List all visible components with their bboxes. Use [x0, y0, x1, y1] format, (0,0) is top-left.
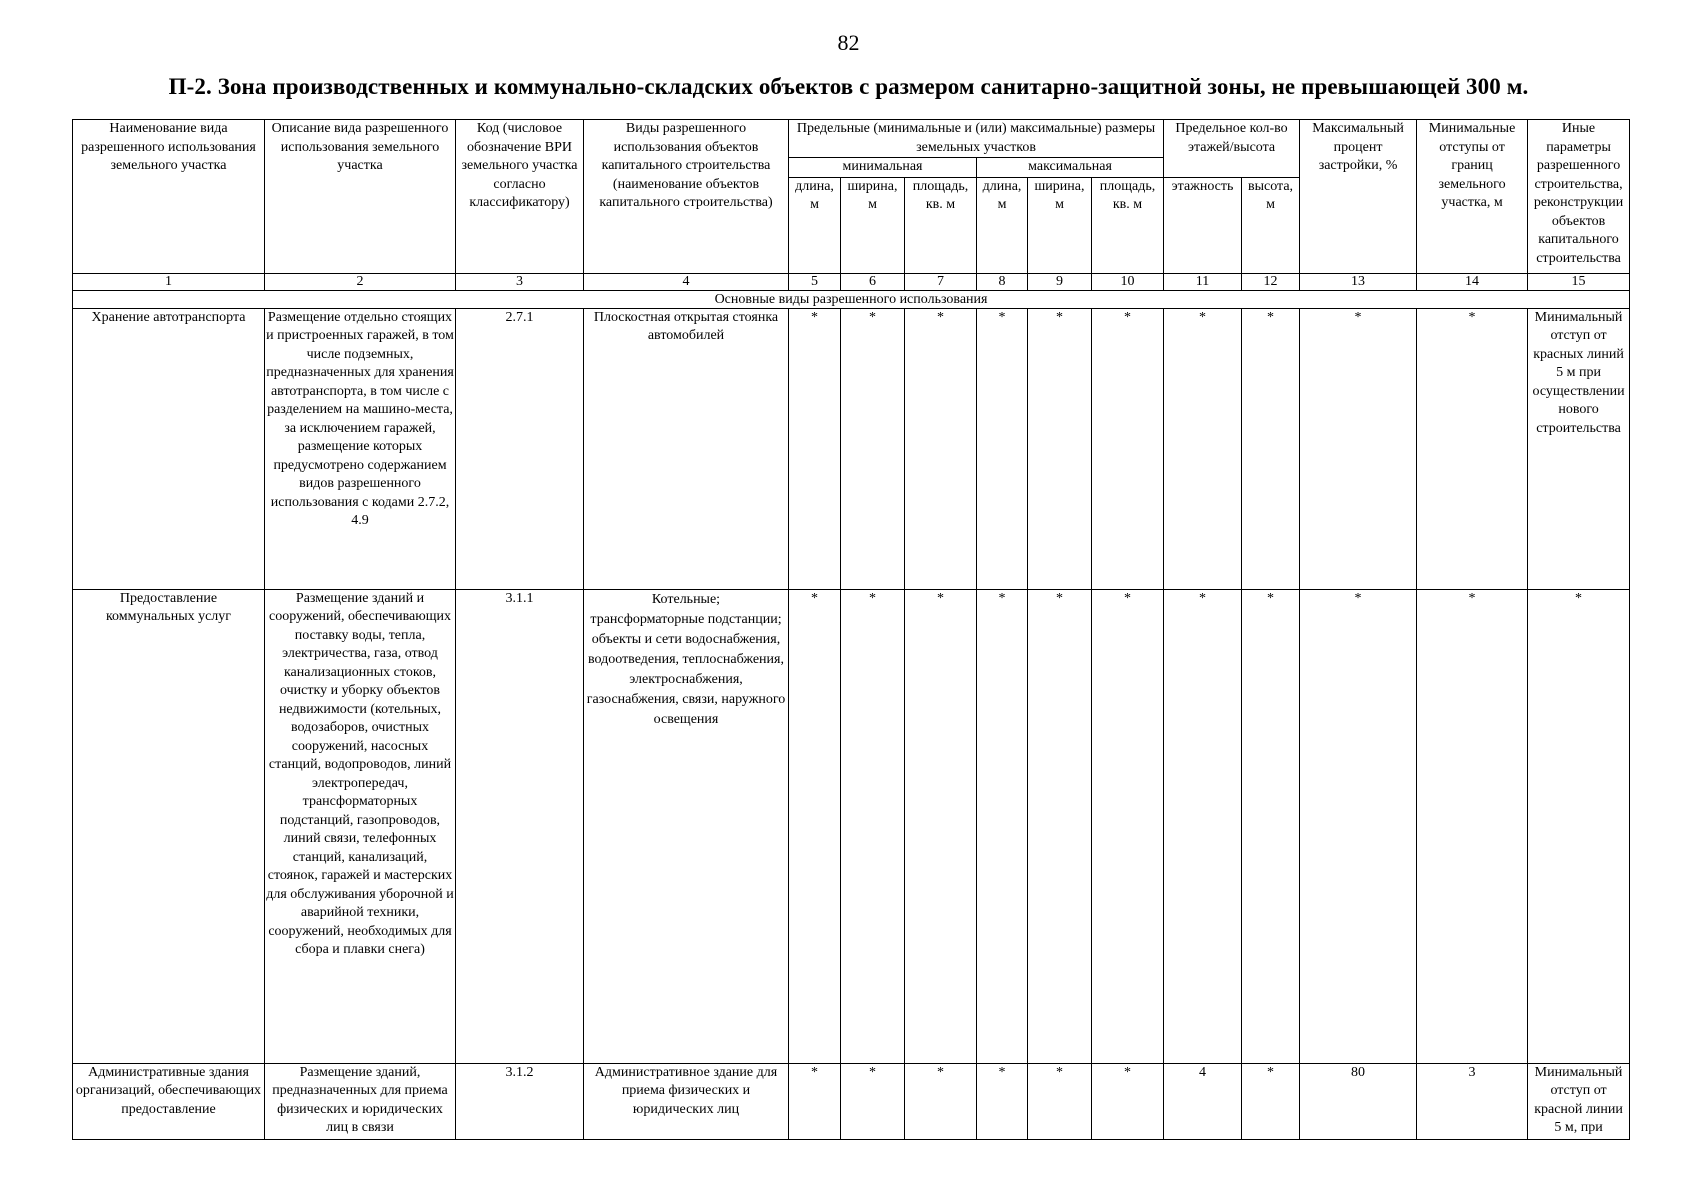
setback-value: *: [1417, 589, 1528, 1063]
max-width-value: *: [1028, 1063, 1092, 1139]
column-number: 9: [1028, 273, 1092, 290]
column-number: 2: [265, 273, 456, 290]
header-min-length: длина, м: [789, 177, 841, 273]
column-number: 15: [1528, 273, 1630, 290]
height-value: *: [1242, 1063, 1300, 1139]
header-max-length: длина, м: [977, 177, 1028, 273]
header-vri-code: Код (числовое обозначение ВРИ земельного участка согласно классификатору): [456, 120, 584, 274]
header-max-area: площадь, кв. м: [1092, 177, 1164, 273]
header-minimum: минимальная: [789, 158, 977, 178]
column-number: 7: [905, 273, 977, 290]
header-other-parameters: Иные параметры разрешенного строительства, реконструкции объектов капитального строительства: [1528, 120, 1630, 274]
max-length-value: *: [977, 589, 1028, 1063]
min-width-value: *: [841, 1063, 905, 1139]
header-floors: этажность: [1164, 177, 1242, 273]
max-area-value: *: [1092, 1063, 1164, 1139]
setback-value: *: [1417, 308, 1528, 589]
max-length-value: *: [977, 1063, 1028, 1139]
min-area-value: *: [905, 308, 977, 589]
header-max-width: ширина, м: [1028, 177, 1092, 273]
building-percent-value: *: [1300, 308, 1417, 589]
vri-description: Размещение отдельно стоящих и пристроенных гаражей, в том числе подземных, предназначенных для хранения автотранспорта, в том числе с разделением на машино-места, за исключением гаражей, размещение которых предусмотрено содержанием видов разрешенного использования с кодами 2.7.2, 4.9: [265, 308, 456, 589]
header-max-building-percent: Максимальный процент застройки, %: [1300, 120, 1417, 274]
column-number: 11: [1164, 273, 1242, 290]
table-row: [73, 308, 1630, 589]
building-percent-value: 80: [1300, 1063, 1417, 1139]
capital-object-line: объекты и сети водоснабжения, водоотведения, теплоснабжения, электроснабжения, газоснабжения, связи, наружного освещения: [586, 631, 786, 727]
min-length-value: *: [789, 308, 841, 589]
floors-value: *: [1164, 589, 1242, 1063]
capital-objects: [584, 589, 789, 1063]
column-number: 12: [1242, 273, 1300, 290]
building-percent-value: *: [1300, 589, 1417, 1063]
column-number: 3: [456, 273, 584, 290]
vri-code: 3.1.1: [456, 589, 584, 1063]
column-number: 5: [789, 273, 841, 290]
column-number: 10: [1092, 273, 1164, 290]
vri-description: Размещение зданий, предназначенных для приема физических и юридических лиц в связи: [265, 1063, 456, 1139]
vri-name: Административные здания организаций, обеспечивающих предоставление: [73, 1063, 265, 1139]
max-area-value: *: [1092, 589, 1164, 1063]
max-width-value: *: [1028, 589, 1092, 1063]
column-number: 8: [977, 273, 1028, 290]
header-plot-sizes: Предельные (минимальные и (или) максимальные) размеры земельных участков: [789, 120, 1164, 158]
header-maximum: максимальная: [977, 158, 1164, 178]
zone-parameters-table: [72, 119, 1630, 1140]
table-row: [73, 589, 1630, 1063]
column-number: 4: [584, 273, 789, 290]
capital-object-line: трансформаторные подстанции;: [590, 611, 782, 627]
other-parameters-value: Минимальный отступ от красных линий 5 м при осуществлении нового строительства: [1528, 308, 1630, 589]
vri-name: Хранение автотранспорта: [73, 308, 265, 589]
other-parameters-value: Минимальный отступ от красной линии 5 м, при: [1528, 1063, 1630, 1139]
max-area-value: *: [1092, 308, 1164, 589]
section-title: Основные виды разрешенного использования: [73, 290, 1630, 308]
max-width-value: *: [1028, 308, 1092, 589]
setback-value: 3: [1417, 1063, 1528, 1139]
capital-objects: Плоскостная открытая стоянка автомобилей: [584, 308, 789, 589]
min-width-value: *: [841, 589, 905, 1063]
floors-value: *: [1164, 308, 1242, 589]
table-row: [73, 1063, 1630, 1139]
column-number: 6: [841, 273, 905, 290]
capital-objects: Административное здание для приема физических и юридических лиц: [584, 1063, 789, 1139]
max-length-value: *: [977, 308, 1028, 589]
header-capital-objects: Виды разрешенного использования объектов капитального строительства (наименование объектов капитального строительства): [584, 120, 789, 274]
column-number: 14: [1417, 273, 1528, 290]
capital-object-line: Котельные;: [651, 591, 721, 607]
height-value: *: [1242, 308, 1300, 589]
min-length-value: *: [789, 1063, 841, 1139]
other-parameters-value: *: [1528, 589, 1630, 1063]
page-title: П-2. Зона производственных и коммунально-складских объектов с размером санитарно-защитной зоны, не превышающей 300 м.: [168, 74, 1529, 99]
min-area-value: *: [905, 1063, 977, 1139]
header-vri-description: Описание вида разрешенного использования земельного участка: [265, 120, 456, 274]
floors-value: 4: [1164, 1063, 1242, 1139]
height-value: *: [1242, 589, 1300, 1063]
vri-code: 2.7.1: [456, 308, 584, 589]
header-min-setbacks: Минимальные отступы от границ земельного участка, м: [1417, 120, 1528, 274]
vri-name: Предоставление коммунальных услуг: [73, 589, 265, 1063]
header-min-width: ширина, м: [841, 177, 905, 273]
column-number: 1: [73, 273, 265, 290]
vri-description: Размещение зданий и сооружений, обеспечивающих поставку воды, тепла, электричества, газа, отвод канализационных стоков, очистку и уборку объектов недвижимости (котельных, водозаборов, очистных сооружений, насосных станций, водопроводов, линий электропередач, трансформаторных подстанций, газопроводов, линий связи, телефонных станций, канализаций, стоянок, гаражей и мастерских для обслуживания уборочной и аварийной техники, сооружений, необходимых для сбора и плавки снега): [265, 589, 456, 1063]
page-number: 82: [837, 30, 860, 55]
header-floors-height: Предельное кол-во этажей/высота: [1164, 120, 1300, 178]
min-width-value: *: [841, 308, 905, 589]
header-vri-name: Наименование вида разрешенного использования земельного участка: [73, 120, 265, 274]
header-height: высота, м: [1242, 177, 1300, 273]
column-number: 13: [1300, 273, 1417, 290]
min-area-value: *: [905, 589, 977, 1063]
min-length-value: *: [789, 589, 841, 1063]
header-min-area: площадь, кв. м: [905, 177, 977, 273]
vri-code: 3.1.2: [456, 1063, 584, 1139]
